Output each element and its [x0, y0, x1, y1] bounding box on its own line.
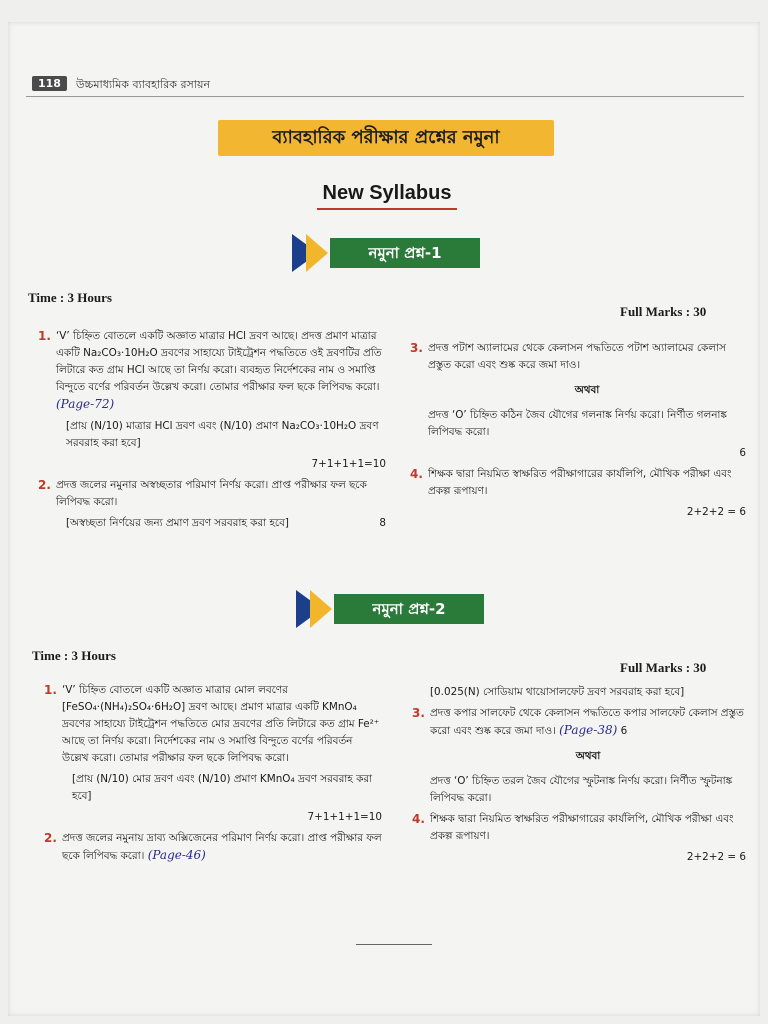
- question-number: 1.: [38, 329, 51, 343]
- set1-badge: [292, 234, 482, 272]
- set1-left-column: [38, 328, 386, 536]
- set2-q1-note: [প্রায় (N/10) মোর দ্রবণ এবং (N/10) প্রমাণ KMnO₄ দ্রবণ সরবরাহ করা হবে]: [72, 773, 373, 802]
- set2-question-4: [412, 811, 746, 845]
- set2-question-3: [412, 705, 746, 740]
- running-header: [26, 74, 744, 94]
- set2-full-marks: Full Marks : 30: [620, 660, 707, 675]
- set2-q1-marks: 7+1+1+1=10: [307, 811, 382, 823]
- question-number: 3.: [410, 341, 423, 355]
- question-number: 1.: [44, 683, 57, 697]
- note-text: [অস্বচ্ছতা নির্ণয়ের জন্য প্রমাণ দ্রবণ সরবরাহ করা হবে]: [66, 517, 289, 529]
- question-number: 4.: [412, 812, 425, 826]
- set2-time: Time : 3 Hours: [32, 648, 116, 663]
- set2-left-column: [44, 682, 382, 869]
- set2-question-1: [44, 682, 382, 767]
- set1-question-4: [410, 466, 746, 500]
- set2-q3-marks: 6: [620, 725, 628, 737]
- set2-q2-note: [0.025(N) সোডিয়াম থায়োসালফেট দ্রবণ সরবরাহ করা হবে]: [430, 686, 685, 698]
- question-number: 3.: [412, 706, 425, 720]
- syllabus-underline: [317, 208, 457, 210]
- question-text: প্রদত্ত জলের নমুনায় দ্রাব্য অক্সিজেনের পরিমাণ নির্ণয় করো। প্রাপ্ত পরীক্ষার ফল ছকে লিপিবদ্ধ করো।: [62, 832, 382, 862]
- page-footer-rule: [356, 944, 432, 945]
- set1-q2-marks: 8: [379, 517, 386, 529]
- handwritten-note: (Page-46): [147, 848, 206, 862]
- set2-right-column: [412, 684, 746, 870]
- question-text: ‘V’ চিহ্নিত বোতলে একটি অজ্ঞাত মাত্রার HCl দ্রবণ আছে। প্রদত্ত প্রমাণ মাত্রার একটি Na₂CO₃·10H₂O দ্রবণের সাহায্যে টাইট্রেশন পদ্ধতিতে ওই দ্রবণটির প্রতি লিটারে কত গ্রাম HCl আছে তা নির্ণয় করো। ব্যবহৃত নির্দেশকের নাম ও সমাপ্তি বিন্দুতে বর্ণের পরিবর্তন উল্লেখ করো। তোমার পরীক্ষার ফল ছকে লিপিবদ্ধ করো।: [56, 330, 382, 393]
- question-number: 2.: [38, 478, 51, 492]
- set1-time: Time : 3 Hours: [28, 290, 112, 305]
- question-number: 2.: [44, 831, 57, 845]
- question-text: প্রদত্ত জলের নমুনার অস্বচ্ছতার পরিমাণ নির্ণয় করো। প্রাপ্ত পরীক্ষার ফল ছকে লিপিবদ্ধ করো।: [56, 479, 367, 508]
- badge-arrow-accent-icon: [306, 234, 328, 272]
- set1-question-2: [38, 477, 386, 511]
- set1-question-3: [410, 340, 746, 374]
- question-text: প্রদত্ত কপার সালফেট থেকে কেলাসন পদ্ধতিতে কপার সালফেট কেলাস প্রস্তুত করো এবং শুষ্ক করে জমা দাও।: [430, 707, 744, 737]
- handwritten-note: (Page-38): [559, 723, 618, 737]
- set1-q1-note: [প্রায় (N/10) মাত্রার HCl দ্রবণ এবং (N/10) প্রমাণ Na₂CO₃·10H₂O দ্রবণ সরবরাহ করা হবে]: [66, 420, 379, 449]
- or-label: অথবা: [574, 384, 600, 396]
- page-number: 118: [32, 76, 67, 91]
- header-rule: [26, 96, 744, 97]
- book-title: উচ্চমাধ্যমিক ব্যাবহারিক রসায়ন: [76, 78, 211, 91]
- question-text: শিক্ষক দ্বারা নিয়মিত স্বাক্ষরিত পরীক্ষাগারের কার্যলিপি, মৌখিক পরীক্ষা এবং প্রকল্প রূপায়ণ।: [430, 813, 734, 842]
- set1-q1-marks: 7+1+1+1=10: [311, 458, 386, 470]
- question-text: শিক্ষক দ্বারা নিয়মিত স্বাক্ষরিত পরীক্ষাগারের কার্যলিপি, মৌখিক পরীক্ষা এবং প্রকল্প রূপায়ণ।: [428, 468, 732, 497]
- set1-q3-marks: 6: [739, 447, 746, 459]
- question-text: প্রদত্ত পটাশ অ্যালামের থেকে কেলাসন পদ্ধতিতে পটাশ অ্যালামের কেলাস প্রস্তুত করো এবং শুষ্ক করে জমা দাও।: [428, 342, 726, 371]
- set2-badge: [296, 590, 486, 628]
- question-text: ‘V’ চিহ্নিত বোতলে একটি অজ্ঞাত মাত্রার মোল লবণের [FeSO₄·(NH₄)₂SO₄·6H₂O] দ্রবণ আছে। প্রমাণ মাত্রার একটি KMnO₄ দ্রবণের সাহায্যে টাইট্রেশন পদ্ধতিতে মোর দ্রবণের প্রতি লিটারে কত গ্রাম Fe²⁺ আছে তা নির্ণয় করো। নির্দেশকের নাম ও সমাপ্তি বিন্দুতে বর্ণের পরিবর্তন উল্লেখ করো। তোমার পরীক্ষার ফল ছকে লিপিবদ্ধ করো।: [62, 684, 380, 764]
- badge-arrow-accent-icon: [310, 590, 332, 628]
- handwritten-note: (Page-72): [56, 397, 115, 411]
- syllabus-title: New Syllabus: [322, 182, 452, 204]
- set1-right-column: [410, 340, 746, 525]
- set1-question-3-alt: প্রদত্ত ‘O’ চিহ্নিত কঠিন জৈব যৌগের গলনাঙ্ক নির্ণয় করো। নির্ণীত গলনাঙ্ক লিপিবদ্ধ করো।: [428, 409, 727, 438]
- set1-full-marks: Full Marks : 30: [620, 304, 707, 319]
- set1-q2-note: [56, 515, 386, 532]
- set2-question-2: [44, 830, 382, 865]
- set2-q4-marks: 2+2+2 = 6: [686, 851, 746, 863]
- set1-q4-marks: 2+2+2 = 6: [686, 506, 746, 518]
- set1-badge-label: নমুনা প্রশ্ন-1: [330, 238, 480, 268]
- set2-question-3-alt: প্রদত্ত ‘O’ চিহ্নিত তরল জৈব যৌগের স্ফুটনাঙ্ক নির্ণয় করো। নির্ণীত স্ফুটনাঙ্ক লিপিবদ্ধ করো।: [430, 775, 733, 804]
- set1-question-1: [38, 328, 386, 414]
- or-label: অথবা: [575, 750, 601, 762]
- section-banner: ব্যাবহারিক পরীক্ষার প্রশ্নের নমুনা: [218, 120, 554, 156]
- question-number: 4.: [410, 467, 423, 481]
- set2-badge-label: নমুনা প্রশ্ন-2: [334, 594, 484, 624]
